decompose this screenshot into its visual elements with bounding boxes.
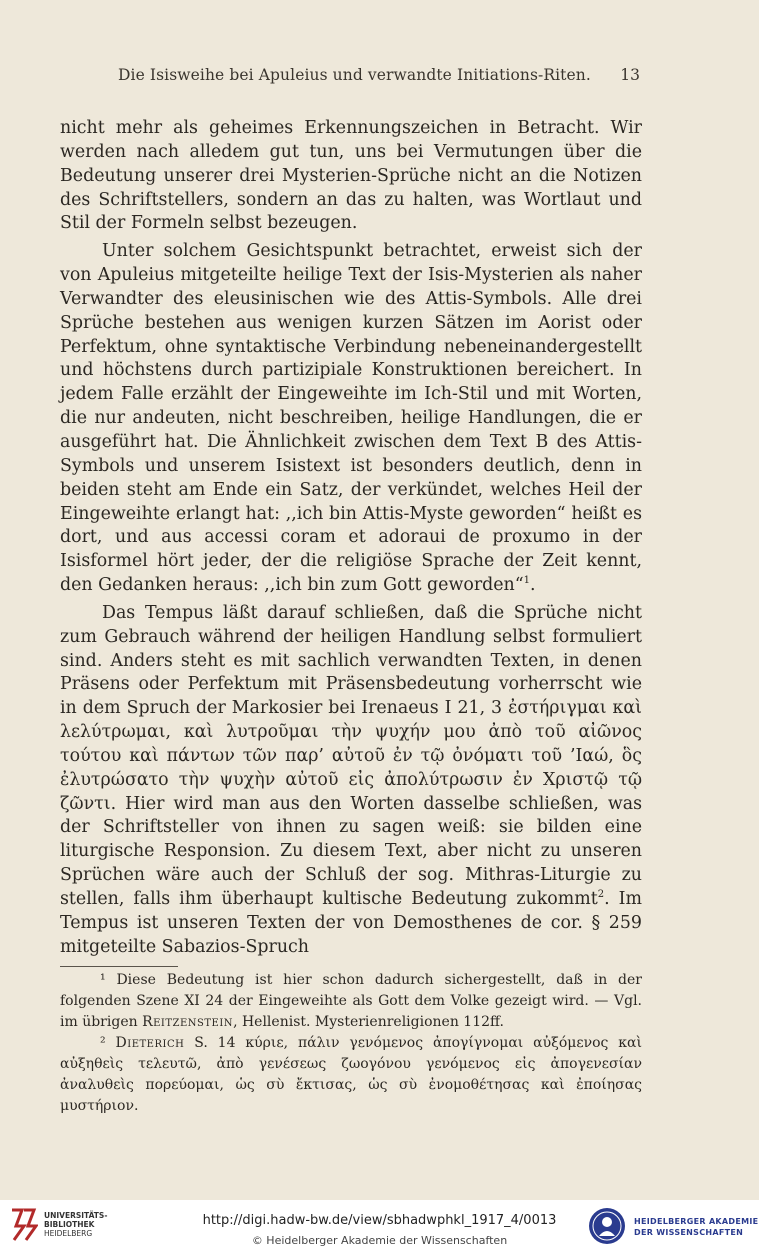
footnotes <box>60 970 642 1117</box>
footnote-ref-2: 2 <box>597 889 605 901</box>
footnote-1-ref: , Hellenist. Mysterienreligionen 112ff. <box>233 1014 504 1030</box>
footnote-1-author: Reitzenstein <box>142 1014 234 1030</box>
library-name-line-1: UNIVERSITÄTS- <box>44 1211 108 1220</box>
paragraph-3-cont: . Im Tempus ist unseren Texten der von Demosthenes de cor. § 259 mitgeteilte Sabazios-Spruch <box>60 889 642 957</box>
library-city: HEIDELBERG <box>44 1229 93 1238</box>
copyright-notice: © Heidelberger Akademie der Wissenschaften <box>251 1234 508 1247</box>
academy-name <box>634 1216 758 1238</box>
paragraph-3-text: Das Tempus läßt darauf schließen, daß die Sprüche nicht zum Gebrauch während der heiligen Handlung selbst formuliert sind. Anders steht es mit sachlich verwandten Texten, in denen Präsens oder Perfektum mit Präsensbedeutung vorherrscht wie in dem Spruch der Markosier bei Irenaeus I 21, 3 ἐστήριγμαι καὶ λελύτρωμαι, καὶ λυτροῦμαι τὴν ψυχήν μου ἀπὸ τοῦ αἰῶνος τούτου καὶ πάντων τῶν παρ’ αὐτοῦ ἐν τῷ ὀνόματι τοῦ ’Ιαώ, ὃς ἐλυτρώσατο τὴν ψυχὴν αὐτοῦ εἰς ἀπολύτρωσιν ἐν Χριστῷ τῷ ζῶντι. Hier wird man aus den Worten dasselbe schließen, was der Schriftsteller von ihnen zu sagen weiß: sie bilden eine liturgische Responsion. Zu diesem Text, aber nicht zu unseren Sprüchen wäre auch der Schluß der sog. Mithras-Liturgie zu stellen, falls ihm überhaupt kultische Bedeutung zukommt <box>60 602 642 909</box>
main-text <box>60 117 642 960</box>
library-name-line-2: BIBLIOTHEK <box>44 1220 95 1229</box>
footnote-2-number: ² <box>100 1035 106 1051</box>
paragraph-1: nicht mehr als geheimes Erkennungszeichen in Betracht. Wir werden nach alledem gut tun, uns bei Vermutungen über die Bedeutung unserer drei Mysterien-Sprüche nicht an die Notizen des Schriftstellers, sondern an das zu halten, was Wortlaut und Stil der Formeln selbst bezeugen. <box>60 118 642 234</box>
footnote-1 <box>60 970 642 1033</box>
paragraph-2-end: . <box>530 575 536 596</box>
academy-name-line-2: DER WISSENSCHAFTEN <box>634 1228 744 1237</box>
paragraph-2 <box>60 240 642 598</box>
paragraph-2-text: Unter solchem Gesichtspunkt betrachtet, erweist sich der von Apuleius mitgeteilte heilige Text der Isis-Mysterien als naher Verwandter des eleusinischen wie des Attis-Symbols. Alle drei Sprüche bestehen aus wenigen kurzen Sätzen im Aorist oder Perfektum, ohne syntaktische Verbindung nebeneinandergestellt und höchstens durch partizipiale Konstruktionen bereichert. In jedem Falle erzählt der Eingeweihte im Ich-Stil und mit Worten, die nur andeuten, nicht beschreiben, heilige Handlungen, die er ausgeführt hat. Die Ähnlichkeit zwischen dem Text B des Attis-Symbols und unserem Isistext ist besonders deutlich, denn in beiden steht am Ende ein Satz, der verkündet, welches Heil der Eingeweihte erlangt hat: ,,ich bin Attis-Myste geworden“ heißt es dort, und aus accessi coram et adoraui de proxumo in der Isisformel hört jeder, der die religiöse Sprache der Zeit kennt, den Gedanken heraus: ,,ich bin zum Gott geworden“ <box>60 241 642 596</box>
running-title: Die Isisweihe bei Apuleius und verwandte Initiations-Riten. <box>118 66 591 84</box>
academy-seal-icon[interactable] <box>587 1206 627 1246</box>
permalink-url[interactable]: http://digi.hadw-bw.de/view/sbhadwphkl_1917_4/0013 <box>202 1213 557 1228</box>
page-number: 13 <box>620 66 640 84</box>
footnote-2-text: S. 14 κύριε, πάλιν γενόμενος ἀπογίγνομαι αὐξόμενος καὶ αὐξηθεὶς τελευτῶ, ἀπὸ γενέσεως ζωογόνου γενόμενος εἰς ἀπογενεσίαν ἀναλυθεὶς πορεύομαι, ὡς σὺ ἔκτισας, ὡς σὺ ἐνομοθέτησας καὶ ἐποίησας μυστήριον. <box>60 1035 642 1114</box>
paragraph-3 <box>60 602 642 960</box>
running-header <box>60 66 640 92</box>
academy-name-line-1: HEIDELBERGER AKADEMIE <box>634 1217 759 1226</box>
viewer-footer <box>0 1200 759 1255</box>
footnote-2 <box>60 1033 642 1117</box>
footnote-divider <box>60 966 178 967</box>
footnote-2-author: Dieterich <box>115 1035 185 1051</box>
footnote-ref-1: 1 <box>523 575 531 587</box>
footnote-1-text: ¹ Diese Bedeutung ist hier schon dadurch sichergestellt, daß in der folgenden Szene XI 24 der Eingeweihte als Gott dem Volke gezeigt wird. — Vgl. im übrigen <box>60 972 642 1030</box>
